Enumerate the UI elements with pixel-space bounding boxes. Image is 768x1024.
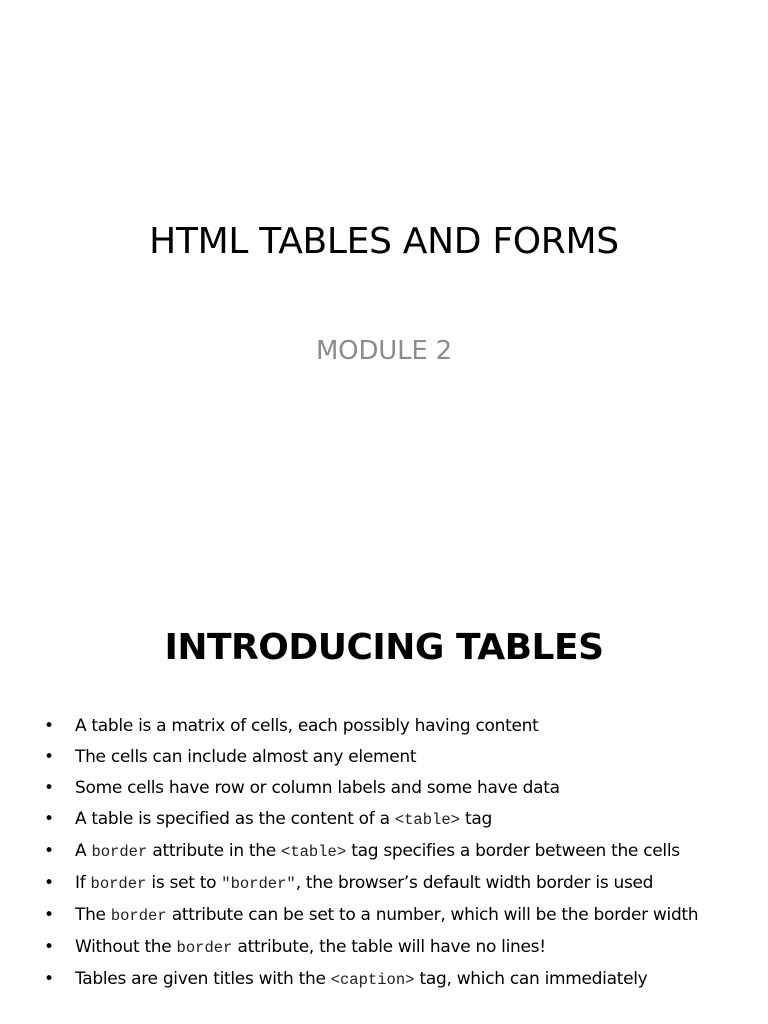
bullet-text: Some cells have row or column labels and some have data (75, 778, 560, 798)
code-snippet: "border" (221, 875, 296, 893)
bullet-text: attribute, the table will have no lines! (232, 937, 546, 957)
bullet-text: tag (459, 809, 493, 829)
bullet-item (40, 714, 722, 739)
bullet-text: , the browser’s default width border is used (295, 873, 654, 893)
bullet-item (40, 903, 722, 929)
bullet-dot-icon: • (44, 873, 54, 893)
bullet-dot-icon: • (44, 905, 54, 925)
bullet-item (40, 871, 722, 897)
bullet-item (40, 967, 722, 993)
bullet-item (40, 776, 722, 801)
bullet-text: A table is a matrix of cells, each possibly having content (75, 716, 539, 736)
bullet-dot-icon: • (44, 841, 54, 861)
bullet-item (40, 807, 722, 833)
bullet-dot-icon: • (44, 937, 54, 957)
bullet-text: A (75, 841, 92, 861)
bullet-item (40, 839, 722, 865)
bullet-item (40, 935, 722, 961)
bullet-text: If (75, 873, 91, 893)
bullet-text: attribute in the (147, 841, 282, 861)
bullet-text: Tables are given titles with the (75, 969, 331, 989)
bullet-dot-icon: • (44, 969, 54, 989)
content-slide (0, 576, 768, 1024)
bullet-dot-icon: • (44, 716, 54, 736)
presentation-title: HTML TABLES AND FORMS (149, 221, 619, 262)
code-snippet: <table> (394, 811, 460, 829)
bullet-text: tag, which can immediately (414, 969, 648, 989)
code-snippet: border (90, 875, 147, 893)
bullet-dot-icon: • (44, 747, 54, 767)
bullet-text: is set to (146, 873, 222, 893)
presentation-subtitle: MODULE 2 (315, 336, 453, 366)
bullet-list (40, 714, 722, 999)
bullet-text: tag specifies a border between the cells (346, 841, 680, 861)
bullet-text: attribute can be set to a number, which will be the border width (166, 905, 699, 925)
bullet-text: Without the (75, 937, 177, 957)
code-snippet: border (176, 939, 233, 957)
bullet-text: The (75, 905, 111, 925)
code-snippet: <caption> (330, 971, 415, 989)
slide-heading: INTRODUCING TABLES (164, 627, 604, 668)
bullet-dot-icon: • (44, 809, 54, 829)
bullet-text: A table is specified as the content of a (75, 809, 395, 829)
bullet-dot-icon: • (44, 778, 54, 798)
code-snippet: border (91, 843, 148, 861)
bullet-text: The cells can include almost any element (75, 747, 417, 767)
code-snippet: <table> (281, 843, 347, 861)
code-snippet: border (110, 907, 167, 925)
bullet-item (40, 745, 722, 770)
